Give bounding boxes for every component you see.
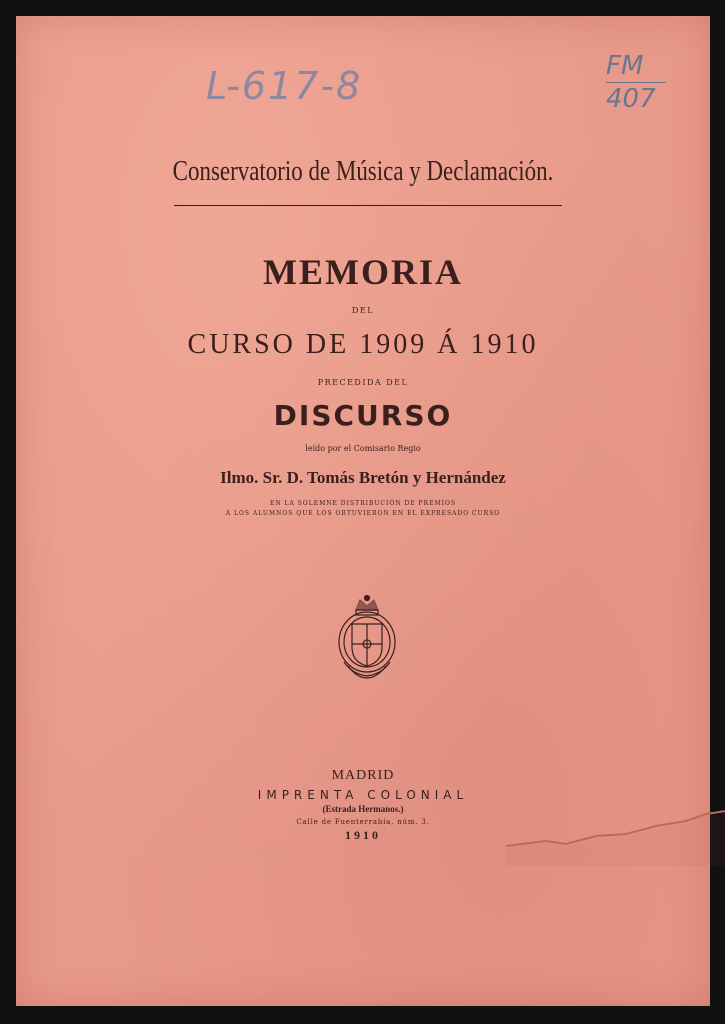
imprint-city: MADRID <box>331 768 395 783</box>
handwritten-shelfmark: L-617-8 <box>206 64 363 108</box>
imprint-address: Calle de Fuenterrabía, núm. 3. <box>296 818 430 826</box>
course-years: CURSO DE 1909 Á 1910 <box>187 329 539 360</box>
paper-tear <box>506 786 725 866</box>
imprint-year: 1910 <box>345 828 381 842</box>
read-by-line: leído por el Comisario Regio <box>305 444 421 453</box>
pamphlet-cover <box>16 16 710 1006</box>
royal-coat-of-arms-icon <box>332 592 402 682</box>
occasion-line-2: Á LOS ALUMNOS QUE LOS OBTUVIERON EN EL EXPRESADO CURSO <box>225 510 501 517</box>
author-name: Ilmo. Sr. D. Tomás Bretón y Hernández <box>220 468 506 487</box>
institution-name: Conservatorio de Música y Declamación. <box>172 156 554 187</box>
document-title: MEMORIA <box>263 252 463 292</box>
handwritten-catalog-number <box>606 52 666 113</box>
catalog-number: 407 <box>606 84 656 114</box>
catalog-divider <box>606 82 666 83</box>
connector-del: DEL <box>351 306 375 315</box>
discourse-heading: DISCURSO <box>273 399 453 432</box>
imprint-printer: IMPRENTA COLONIAL <box>257 788 469 802</box>
catalog-prefix: FM <box>606 51 644 81</box>
occasion-line-1: EN LA SOLEMNE DISTRIBUCIÓN DE PREMIOS <box>269 500 457 507</box>
connector-precedida: PRECEDIDA DEL <box>317 378 409 387</box>
title-rule <box>174 205 562 206</box>
imprint-printer-subtitle: (Estrada Hermanos.) <box>322 804 404 814</box>
